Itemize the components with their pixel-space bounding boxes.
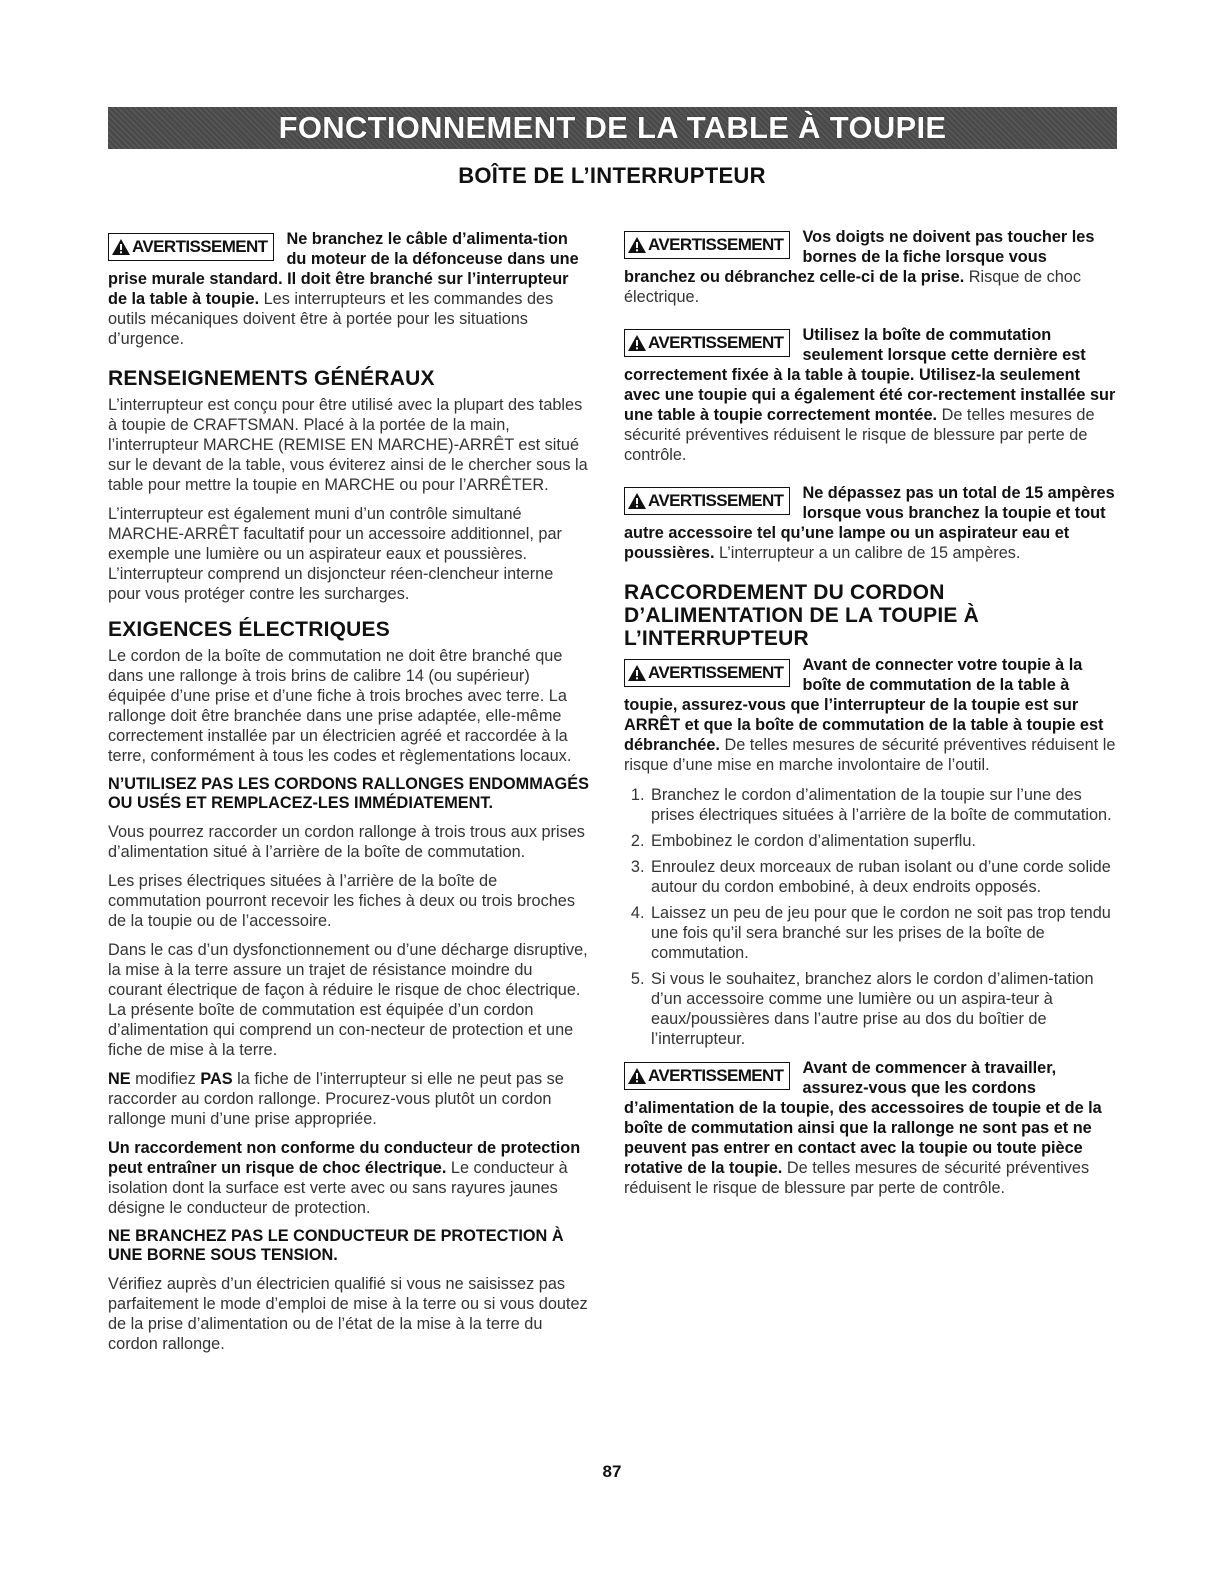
warning-triangle-icon <box>628 237 646 253</box>
warning-badge <box>624 659 790 687</box>
subheading: N’UTILISEZ PAS LES CORDONS RALLONGES ENDOMMAGÉS OU USÉS ET REMPLACEZ-LES IMMÉDIATEMENT. <box>108 775 589 812</box>
list-item: 5. Si vous le souhaitez, branchez alors le cordon d’alimen-tation d’un accessoire comme une lumière ou un aspira-teur à eaux/poussières dans l’autre prise au dos du boîtier de l’interrupteur. <box>649 969 1118 1049</box>
warning-text: Les interrupteurs et les commandes des outils mécaniques doivent être à portée pour les situations d’urgence. <box>108 290 554 348</box>
list-item: 4. Laissez un peu de jeu pour que le cordon ne soit pas trop tendu une fois qu’il sera branché sur les prises de la boîte de commutation. <box>649 903 1118 963</box>
warning-label: AVERTISSEMENT <box>648 235 784 254</box>
paragraph: Dans le cas d’un dysfonctionnement ou d’une décharge disruptive, la mise à la terre assure un trajet de résistance moindre du courant électrique de façon à réduire le risque de choc électrique. La présente boîte de commutation est équipée d’un cordon d’alimentation qui comprend un con-necteur de protection et une fiche de mise à la terre. <box>108 941 588 1059</box>
warning-bold-text: Ne branchez le câble d’alimenta-tion du moteur de la défonceuse dans une prise murale standard. Il doit être branché sur l’interrupteur de la table à toupie. <box>108 230 579 308</box>
paragraph: L’interrupteur est également muni d’un contrôle simultané MARCHE-ARRÊT facultatif pour un accessoire additionnel, par exemple une lumière ou un aspirateur eaux et poussières. L’interrupteur comprend un disjoncteur réen-clencheur interne pour vous protéger contre les surcharges. <box>108 505 562 603</box>
paragraph <box>108 1138 590 1218</box>
warning-bold-text: Vos doigts ne doivent pas toucher les bornes de la fiche lorsque vous branchez ou débranchez celle-ci de la prise. <box>624 228 1095 286</box>
section-banner <box>108 107 1117 149</box>
warning-badge <box>624 1062 790 1090</box>
warning-text: L’interrupteur a un calibre de 15 ampères. <box>719 544 1021 562</box>
warning-triangle-icon <box>628 665 646 681</box>
warning-triangle-icon <box>628 1068 646 1084</box>
warning-block <box>624 325 1118 465</box>
warning-badge <box>624 231 790 259</box>
warning-badge <box>624 329 790 357</box>
warning-badge <box>624 487 790 515</box>
warning-text: De telles mesures de sécurité préventives réduisent le risque de blessure par perte de contrôle. <box>624 1159 1090 1197</box>
warning-block <box>624 483 1118 563</box>
warning-label: AVERTISSEMENT <box>648 333 784 352</box>
paragraph: Les prises électriques situées à l’arrière de la boîte de commutation pourront recevoir les fiches à deux ou trois broches de la toupie ou de l’accessoire. <box>108 872 575 930</box>
banner-title: FONCTIONNEMENT DE LA TABLE À TOUPIE <box>278 110 947 145</box>
warning-bold-text: Utilisez la boîte de commutation seulement lorsque cette dernière est correctement fixée à la table à toupie. Utilisez-la seulement avec une toupie qui a également été cor-rectement installée sur une table à toupie correctement montée. <box>624 326 1116 424</box>
warning-triangle-icon <box>112 239 130 255</box>
text-run: Le conducteur à isolation dont la surface est verte avec ou sans rayures jaunes désigne le conducteur de protection. <box>108 1159 568 1217</box>
warning-label: AVERTISSEMENT <box>648 1066 784 1085</box>
warning-block <box>108 229 590 349</box>
warning-bold-text: Avant de commencer à travailler, assurez-vous que les cordons d’alimentation de la toupie, des accessoires de toupie et de la boîte de commutation ainsi que la rallonge ne sont pas et ne peuvent pas entrer en contact avec la toupie ou toute pièce rotative de la toupie. <box>624 1059 1102 1177</box>
warning-label: AVERTISSEMENT <box>648 491 784 510</box>
list-item: 2. Embobinez le cordon d’alimentation superflu. <box>649 831 1118 851</box>
steps-list <box>624 785 1118 1049</box>
paragraph: Vous pourrez raccorder un cordon rallonge à trois trous aux prises d’alimentation situé à l’arrière de la boîte de commutation. <box>108 823 585 861</box>
warning-block <box>624 655 1118 775</box>
paragraph <box>108 1069 590 1129</box>
warning-block <box>624 1058 1118 1198</box>
warning-bold-text: Avant de connecter votre toupie à la boîte de commutation de la table à toupie, assurez-vous que l’interrupteur de la toupie est sur ARRÊT et que la boîte de commutation de la table à toupie est débranchée. <box>624 656 1104 754</box>
right-column <box>624 227 1118 1216</box>
warning-text: De telles mesures de sécurité préventives réduisent le risque d’une mise en marche involontaire de l’outil. <box>624 736 1116 774</box>
list-item: 3. Enroulez deux morceaux de ruban isolant ou d’une corde solide autour du cordon embobiné, à deux endroits opposés. <box>649 857 1118 897</box>
emphasis-pas: PAS <box>200 1070 233 1088</box>
page-subtitle: BOÎTE DE L’INTERRUPTEUR <box>458 163 766 188</box>
warning-label: AVERTISSEMENT <box>648 663 784 682</box>
warning-bold-text: Ne dépassez pas un total de 15 ampères lorsque vous branchez la toupie et tout autre accessoire tel qu’une lampe ou un aspirateur eau et poussières. <box>624 484 1115 562</box>
emphasis-ne: NE <box>108 1070 131 1088</box>
warning-text: Risque de choc électrique. <box>624 268 1081 306</box>
warning-text: De telles mesures de sécurité préventives réduisent le risque de blessure par perte de contrôle. <box>624 406 1095 464</box>
bold-text: Un raccordement non conforme du conducteur de protection peut entraîner un risque de choc électrique. <box>108 1139 581 1177</box>
list-item: 1. Branchez le cordon d’alimentation de la toupie sur l’une des prises électriques situées à l’arrière de la boîte de commutation. <box>649 785 1118 825</box>
heading-cord-connection: RACCORDEMENT DU CORDON D’ALIMENTATION DE LA TOUPIE À L’INTERRUPTEUR <box>624 581 980 650</box>
heading-general: RENSEIGNEMENTS GÉNÉRAUX <box>108 367 435 390</box>
subheading: NE BRANCHEZ PAS LE CONDUCTEUR DE PROTECTION À UNE BORNE SOUS TENSION. <box>108 1227 564 1264</box>
left-column <box>108 229 590 1363</box>
warning-label: AVERTISSEMENT <box>132 237 268 256</box>
text-run: la fiche de l’interrupteur si elle ne peut pas se raccorder au cordon rallonge. Procurez-vous plutôt un cordon rallonge muni d’une prise appropriée. <box>108 1070 564 1128</box>
text-run: modifiez <box>130 1070 201 1088</box>
paragraph: Le cordon de la boîte de commutation ne doit être branché que dans une rallonge à trois brins de calibre 14 (ou supérieur) équipée d’une prise et d’une fiche à trois broches avec terre. La rallonge doit être branchée dans une prise adaptée, elle-même correctement installée par un électricien agréé et raccordée à la terre, conformément à tous les codes et règlementations locaux. <box>108 647 572 765</box>
warning-triangle-icon <box>628 493 646 509</box>
paragraph: Vérifiez auprès d’un électricien qualifié si vous ne saisissez pas parfaitement le mode d’emploi de mise à la terre ou si vous doutez de la prise d’alimentation ou de l’état de la mise à la terre du cordon rallonge. <box>108 1275 588 1353</box>
warning-block <box>624 227 1118 307</box>
paragraph: L’interrupteur est conçu pour être utilisé avec la plupart des tables à toupie de CRAFTSMAN. Placé à la portée de la main, l’interrupteur MARCHE (REMISE EN MARCHE)-ARRÊT est situé sur le devant de la table, vous éviterez ainsi de le chercher sous la table pour mettre la toupie en MARCHE ou pour l’ARRÊTER. <box>108 396 588 494</box>
page-number: 87 <box>602 1462 622 1481</box>
warning-triangle-icon <box>628 335 646 351</box>
heading-electrical: EXIGENCES ÉLECTRIQUES <box>108 618 390 641</box>
warning-badge <box>108 233 274 261</box>
